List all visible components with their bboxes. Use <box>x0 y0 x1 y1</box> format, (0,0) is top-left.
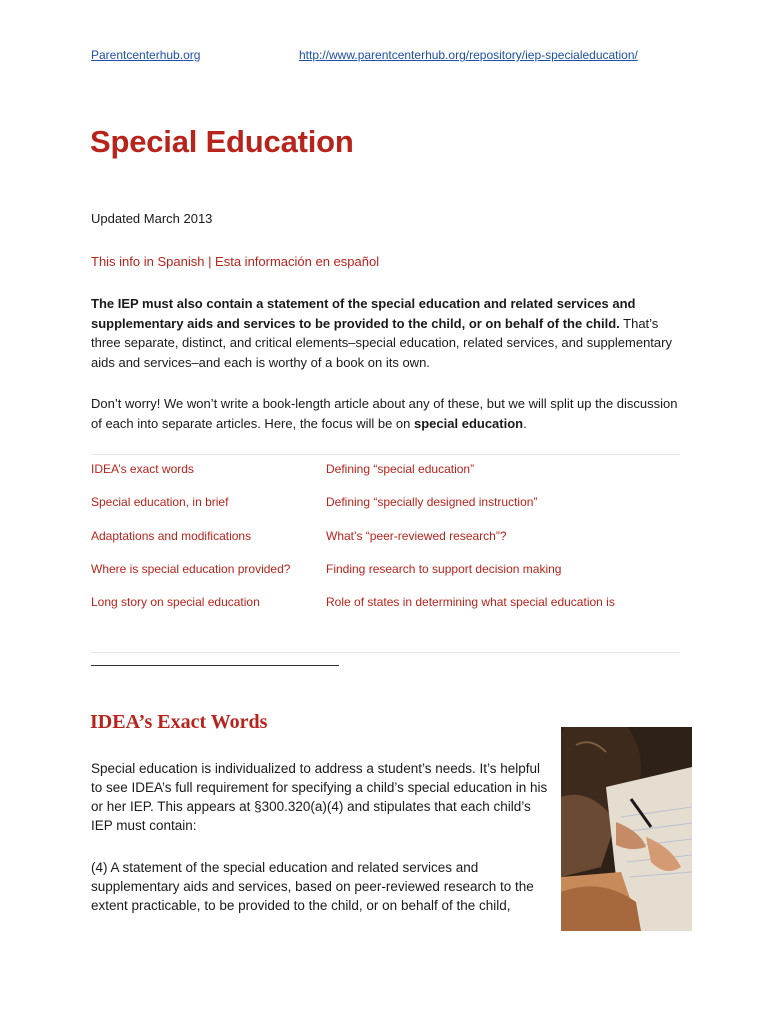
section-paragraph-2: (4) A statement of the special education and related services and supplementary aids and services, based on peer-reviewed research to the extent practicable, to be provided to the child, or on behalf of the child, <box>91 860 534 913</box>
student-writing-photo <box>561 727 692 931</box>
intro-text-start: Don’t worry! We won’t write a book-length article about any of these, but we will split up the discussion of each into separate articles. Here, the focus will be on <box>91 396 678 431</box>
toc-link-role-of-states[interactable]: Role of states in determining what special education is <box>326 595 615 609</box>
toc-link-adaptations[interactable]: Adaptations and modifications <box>91 529 252 543</box>
focus-keyword: special education <box>414 415 524 431</box>
toc-link-long-story[interactable]: Long story on special education <box>91 595 260 609</box>
toc-link-idea-exact-words[interactable]: IDEA’s exact words <box>91 462 194 476</box>
page-url-link[interactable]: http://www.parentcenterhub.org/repository/iep-specialeducation/ <box>299 48 638 62</box>
toc-link-defining-sdi[interactable]: Defining “specially designed instruction” <box>326 495 538 509</box>
intro-text-end: . <box>523 415 527 431</box>
site-link[interactable]: Parentcenterhub.org <box>91 48 201 62</box>
intro-text: That’s three separate, distinct, and critical elements–special education, related services, and supplementary aids and services–and each is worthy of a book on its own. <box>91 315 672 370</box>
section-heading: IDEA’s Exact Words <box>90 711 268 733</box>
toc-link-where-provided[interactable]: Where is special education provided? <box>91 562 291 576</box>
updated-date: Updated March 2013 <box>91 211 213 226</box>
toc-link-peer-reviewed[interactable]: What’s “peer-reviewed research”? <box>326 529 507 543</box>
toc-link-defining-special-ed[interactable]: Defining “special education” <box>326 462 475 476</box>
toc-link-finding-research[interactable]: Finding research to support decision making <box>326 562 562 576</box>
spanish-version-link[interactable]: This info in Spanish | Esta información en español <box>91 254 380 269</box>
intro-paragraph-2 <box>91 394 681 433</box>
intro-paragraph-1 <box>91 294 681 372</box>
intro-bold-statement: The IEP must also contain a statement of the special education and related services and supplementary aids and services to be provided to the child, or on behalf of the child. <box>91 296 636 331</box>
page-title: Special Education <box>90 124 354 159</box>
toc-link-special-ed-brief[interactable]: Special education, in brief <box>91 495 229 509</box>
table-of-contents <box>91 454 680 653</box>
section-paragraph-1: Special education is individualized to address a student’s needs. It’s helpful to see IDEA’s full requirement for specifying a child’s special education in his or her IEP. This appears at §300.320(a)(4) and stipulates that each child’s IEP must contain: <box>91 761 548 833</box>
section-divider <box>91 665 339 666</box>
